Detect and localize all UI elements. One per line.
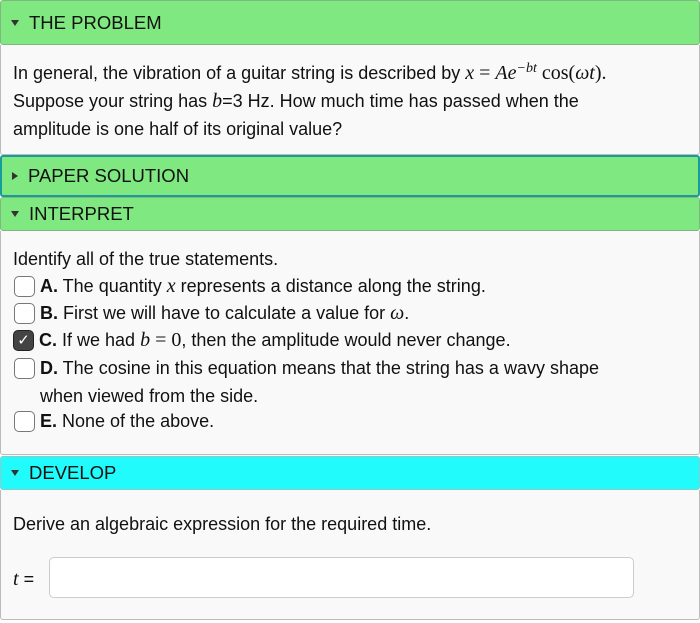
checkbox[interactable] [14,276,35,297]
interpret-prompt: Identify all of the true statements. [13,249,279,269]
option-b[interactable]: B. First we will have to calculate a value for ω. [14,299,409,327]
answer-input[interactable] [49,557,634,598]
answer-label: t = [13,568,35,590]
section-title: THE PROBLEM [29,11,162,33]
section-header-interpret[interactable] [0,197,700,231]
checkbox[interactable] [14,411,35,432]
caret-down-icon [11,470,19,476]
checkbox[interactable] [14,303,35,324]
caret-down-icon [11,211,19,217]
section-header-develop[interactable] [0,456,700,490]
develop-prompt: Derive an algebraic expression for the required time. [13,514,432,534]
option-a[interactable]: A. The quantity x represents a distance along the string. [14,272,486,300]
section-header-the-problem[interactable] [0,0,700,45]
problem-body [0,45,700,155]
section-title: DEVELOP [29,462,117,483]
caret-down-icon [11,20,19,26]
section-title: PAPER SOLUTION [28,165,190,186]
checkmark-icon: ✓ [17,331,30,349]
section-header-paper-solution[interactable] [0,155,700,197]
interpret-body [0,231,700,455]
checkbox-checked[interactable] [13,330,34,351]
develop-body [0,490,700,620]
caret-right-icon [12,172,18,180]
section-title: INTERPRET [29,203,134,224]
problem-text: In general, the vibration of a guitar string is described by $x = Ae^{-bt}$ cos(ωt). Suppose your string has b=3 Hz. How much time has passed when the amplitude is one half of its original value? [13,61,607,139]
checkbox[interactable] [14,358,35,379]
option-e[interactable]: E. None of the above. [14,407,214,435]
option-d[interactable]: D. The cosine in this equation means that the string has a wavy shape when viewed from the side. [14,354,599,410]
option-c[interactable]: ✓ C. If we had b = 0, then the amplitude would never change. [13,326,511,354]
